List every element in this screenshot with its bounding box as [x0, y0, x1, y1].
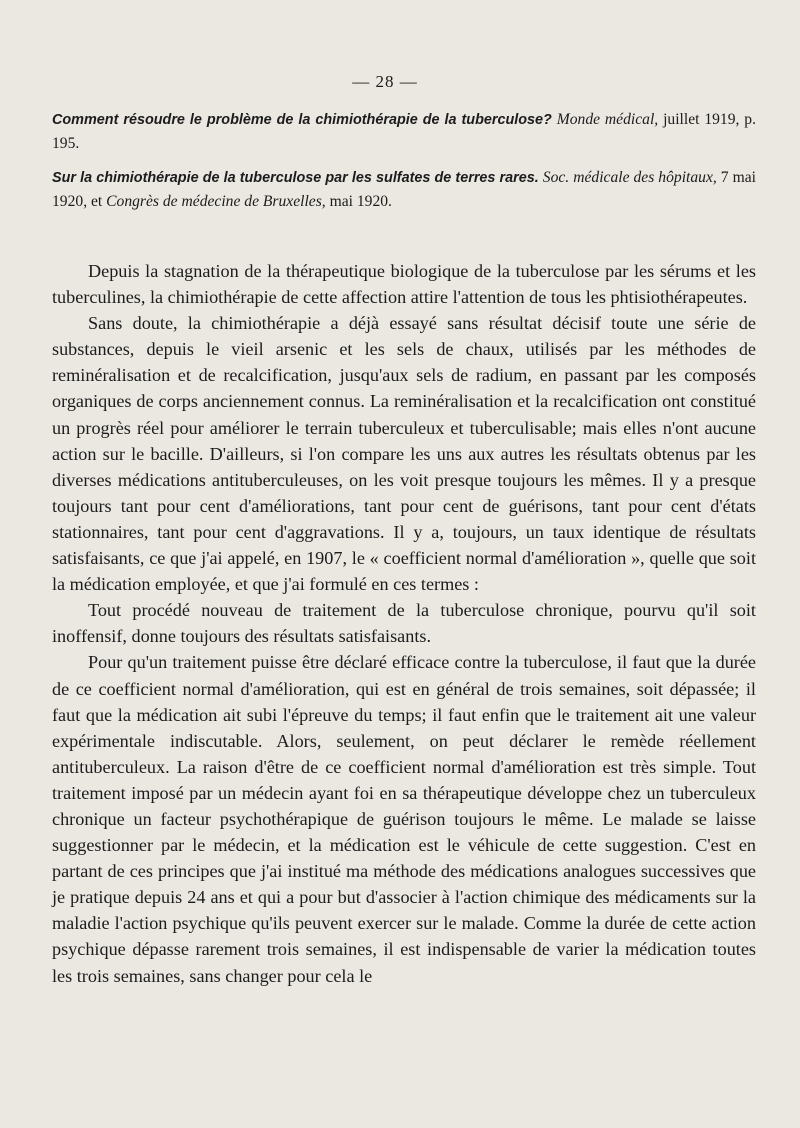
paragraph: Pour qu'un traitement puisse être déclaré efficace contre la tuberculose, il faut que la durée de ce coefficient normal d'amélioration, qui est en général de trois semaines, soit dépassée; il faut que la médication ait subi l'épreuve du temps; il faut enfin que le traitement ait une valeur expérimentale indiscutable. Alors, seulement, on peut déclarer le remède réellement antituberculeux. La raison d'être de ce coefficient normal d'amélioration est très simple. Tout traitement imposé par un médecin ayant foi en sa thérapeutique développe chez un tuberculeux chronique un facteur psychothérapique de guérison toujours le même. Le malade se laisse suggestionner par le médecin, et la médication est le véhicule de cette suggestion. C'est en partant de ces principes que j'ai institué ma méthode des médications analogues successives que je pratique depuis 24 ans et qui a pour but d'associer à l'action chimique des médicaments sur la maladie l'action psychique qu'ils peuvent exercer sur le malade. Comme la durée de cette action psychique dépasse rarement trois semaines, il est indispensable de varier la médication toutes les trois semaines, sans changer pour cela le [52, 652, 756, 986]
body-text [52, 258, 756, 989]
reference-list [52, 108, 756, 224]
reference-venue: Congrès de médecine de Bruxelles, [106, 193, 326, 210]
reference-entry [52, 166, 756, 214]
reference-title: Comment résoudre le problème de la chimiothérapie de la tuberculose? [52, 112, 552, 128]
reference-details: juillet 1919, p. 195. [52, 111, 756, 152]
reference-source: Monde médical, [556, 111, 659, 128]
paragraph: Sans doute, la chimiothérapie a déjà essayé sans résultat décisif toute une série de substances, depuis le vieil arsenic et les sels de chaux, utilisés par les méthodes de reminéralisation et de recalcification, jusqu'aux sels de radium, en passant par les composés organiques de corps anciennement connus. La reminéralisation et la recalcification ont constitué un progrès réel pour améliorer le terrain tuberculeux et tuberculisable; mais elles n'ont aucune action sur le bacille. D'ailleurs, si l'on compare les uns aux autres les résultats obtenus par les diverses médications antituberculeuses, on les voit presque toujours les mêmes. Il y a presque toujours tant pour cent d'améliorations, tant pour cent de guérisons, tant pour cent d'états stationnaires, tant pour cent d'aggravations. Il y a, toujours, un taux identique de résultats satisfaisants, ce que j'ai appelé, en 1907, le « coefficient normal d'amélioration », quelle que soit la médication employée, et que j'ai formulé en ces termes : [52, 313, 756, 595]
page-number: — 28 — [352, 72, 418, 91]
reference-title: Sur la chimiothérapie de la tuberculose par les sulfates de terres rares. [52, 170, 539, 186]
reference-source: Soc. médicale des hôpitaux, [542, 169, 717, 186]
reference-details: 7 mai 1920, et [52, 169, 756, 210]
reference-date: mai 1920. [325, 193, 392, 210]
paragraph: Tout procédé nouveau de traitement de la tuberculose chronique, pourvu qu'il soit inoffensif, donne toujours des résultats satisfaisants. [52, 600, 756, 647]
paragraph: Depuis la stagnation de la thérapeutique biologique de la tuberculose par les sérums et les tuberculines, la chimiothérapie de cette affection attire l'attention de tous les phtisiothérapeutes. [52, 261, 756, 308]
reference-entry [52, 108, 756, 156]
